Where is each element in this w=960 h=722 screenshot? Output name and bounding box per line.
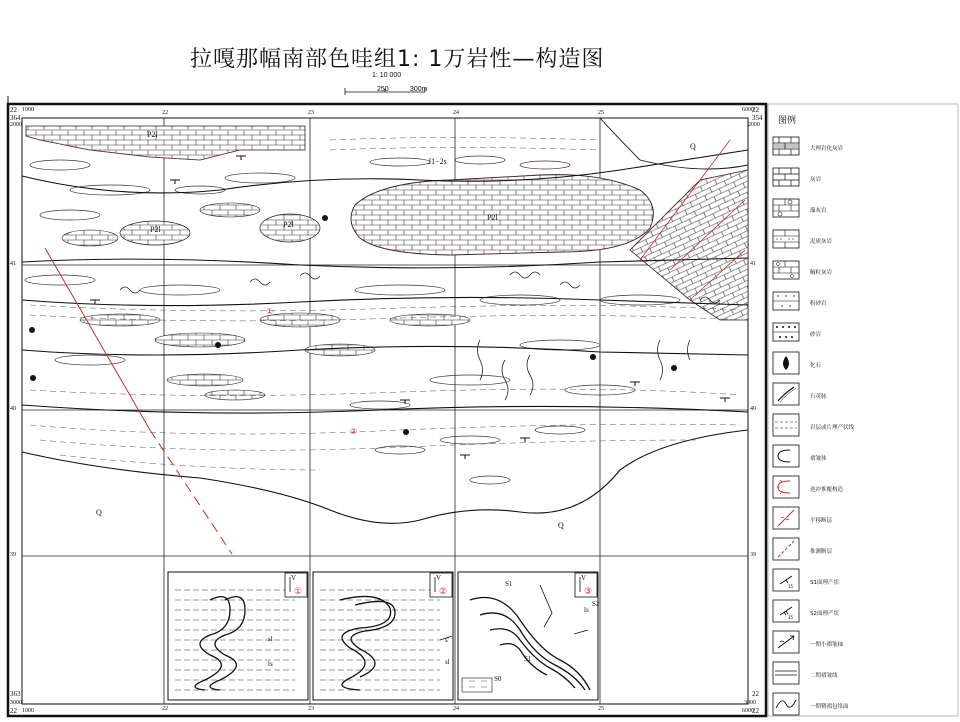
legend-label: 石英脉 <box>810 394 827 400</box>
tick-left-40: 40 <box>10 406 16 412</box>
corner-tl-d: 2000 <box>10 122 22 128</box>
scale-ratio: 1: 10 000 <box>372 72 402 79</box>
scale-bar <box>345 88 425 95</box>
legend-item-fossil <box>772 351 958 381</box>
tick-top-23: 23 <box>308 110 314 116</box>
unit-label-q-ne: Q <box>690 142 696 151</box>
inferred-fault <box>150 430 232 554</box>
legend-label: 大理岩化灰岩 <box>810 146 844 152</box>
inset-2-label-s: s' <box>445 636 449 644</box>
limestone-band-east <box>630 170 748 320</box>
legend-item-second-fold <box>772 661 958 691</box>
corner-bl-d: 1000 <box>22 708 34 714</box>
tick-top-24: 24 <box>453 110 459 116</box>
strike-slip-fault-icon <box>772 506 802 532</box>
svg-text:35: 35 <box>788 584 794 589</box>
corner-tl: 22 364 <box>10 106 21 122</box>
inset-1-label-sl: sl <box>268 635 273 643</box>
legend-item-strike-slip-fault <box>772 506 958 536</box>
legend-item-small-fold <box>772 630 958 660</box>
corner-br-c: 22 <box>752 707 759 715</box>
scale-mid-label: 250 <box>377 86 389 93</box>
inset-3-north: V <box>581 574 587 582</box>
unit-label-p2l-nw: P2l <box>147 130 158 139</box>
corner-tl-b: 1000 <box>22 107 34 113</box>
tick-bottom-24: 24 <box>453 706 459 712</box>
second-fold-icon <box>772 661 802 687</box>
unit-label-q-sw: Q <box>96 508 102 517</box>
tick-bottom-25: 25 <box>598 706 604 712</box>
tick-right-40: 40 <box>750 406 756 412</box>
limestone-block-p2l-nw <box>26 126 305 160</box>
legend-label: S1面理产状 <box>810 580 839 586</box>
corner-tr-b: 6000 <box>742 107 754 113</box>
inferred-fault-icon <box>772 537 802 563</box>
legend-item-siltstone <box>772 289 958 319</box>
legend-item-bioclastic-limestone <box>772 196 958 226</box>
early-sheath-fold-icon <box>772 692 802 718</box>
tick-top-22: 22 <box>162 110 168 116</box>
legend-item-inferred-fault <box>772 537 958 567</box>
strike-slip-fault <box>45 248 150 430</box>
marble-limestone-icon <box>772 134 802 160</box>
corner-br-a: 22 <box>752 690 759 698</box>
inset-2-north: V <box>436 574 442 582</box>
inset-3-label-s0: S0 <box>494 675 502 683</box>
tick-left-41: 41 <box>10 261 16 267</box>
inset-number-3: ③ <box>584 587 593 597</box>
corner-tr-d: 2000 <box>748 122 760 128</box>
svg-text:35: 35 <box>788 615 794 620</box>
legend-item-flexure <box>772 444 958 474</box>
zone-marker-1: ① <box>266 307 274 316</box>
unit-label-p2l-lens2: P2l <box>283 220 294 229</box>
quartz-vein-icon <box>772 382 802 408</box>
zone-marker-2: ② <box>350 427 358 436</box>
legend-item-limestone <box>772 165 958 195</box>
legend-item-sandstone <box>772 320 958 350</box>
corner-br-b: 3000 <box>744 700 756 706</box>
inset-3-label-ls: ls <box>584 606 589 614</box>
unit-label-p2l-center: P2l <box>487 213 498 222</box>
legend-label: 藻灰岩 <box>810 208 827 214</box>
bioclastic-limestone-icon <box>772 196 802 222</box>
fossil-icon <box>772 351 802 377</box>
legend-title: 图例 <box>778 116 797 126</box>
legend-label: S2面理产状 <box>810 611 839 617</box>
tick-left-39: 39 <box>10 552 16 558</box>
legend-item-oolitic-limestone <box>772 258 958 288</box>
inset-3-label-s2: S2 <box>592 600 600 608</box>
inset-panels <box>168 572 598 700</box>
inset-1-north: V <box>291 574 297 582</box>
small-fold-icon <box>772 630 802 656</box>
legend-item-muddy-limestone <box>772 227 958 257</box>
legend-item-early-sheath-fold <box>772 692 958 722</box>
scale-end-label: 300m <box>410 86 428 93</box>
unit-label-j12s: J1−2s <box>428 157 447 166</box>
inset-2-label-sl: sl <box>445 658 450 666</box>
legend-label: 鲕粒灰岩 <box>810 270 833 276</box>
tick-bottom-23: 23 <box>308 706 314 712</box>
sandstone-icon <box>772 320 802 346</box>
legend-item-lithologic-boundary <box>772 413 958 443</box>
legend-label: 泥质灰岩 <box>810 239 833 245</box>
legend-label: 化石 <box>810 363 822 369</box>
legend-item-s2-attitude <box>772 599 958 629</box>
unit-label-q-se: Q <box>558 521 564 530</box>
inset-1-label-ls: ls <box>268 660 273 668</box>
inset-number-2: ② <box>439 587 448 597</box>
tick-right-39: 39 <box>750 552 756 558</box>
legend-item-quartz-vein <box>772 382 958 412</box>
legend-label: 砂岩 <box>810 332 822 338</box>
legend-label: 岩层或片理产状线 <box>810 425 855 431</box>
legend-item-thrust-structure <box>772 475 958 505</box>
s1-attitude-icon <box>772 568 802 594</box>
thrust-structure-icon <box>772 475 802 501</box>
legend-label: 灰岩 <box>810 177 822 183</box>
corner-bl-b: 3000 <box>10 700 22 706</box>
corner-br-d: 6000 <box>742 708 754 714</box>
map-title: 拉嘎那幅南部色哇组1: 1万岩性—构造图 <box>190 47 605 72</box>
legend-label: 褶皱体 <box>810 456 827 462</box>
tick-right-41: 41 <box>750 261 756 267</box>
legend-label: 一期鞘褶包络面 <box>810 704 849 710</box>
inset-3-label-s1a: S1 <box>505 580 513 588</box>
inset-3-label-s1b: S1 <box>524 655 532 663</box>
corner-tr: 22 354 <box>752 106 763 122</box>
flexure-icon <box>772 444 802 470</box>
legend-label: 逆冲推覆构造 <box>810 487 844 493</box>
legend-label: 平移断层 <box>810 518 833 524</box>
legend-label: 一期小褶皱轴 <box>810 642 844 648</box>
tick-top-25: 25 <box>598 110 604 116</box>
muddy-limestone-icon <box>772 227 802 253</box>
legend-item-marble-limestone <box>772 134 958 164</box>
unit-label-p2l-lens1: P2l <box>150 225 161 234</box>
limestone-icon <box>772 165 802 191</box>
limestone-lens-p2l-center <box>351 175 653 255</box>
lithologic-boundary-icon <box>772 413 802 439</box>
legend-label: 二期褶皱线 <box>810 673 838 679</box>
legend <box>768 104 958 714</box>
s2-attitude-icon <box>772 599 802 625</box>
legend-item-s1-attitude <box>772 568 958 598</box>
corner-bl-c: 22 <box>10 707 17 715</box>
tick-bottom-22: 22 <box>162 706 168 712</box>
siltstone-icon <box>772 289 802 315</box>
corner-bl: 363 <box>10 690 21 698</box>
legend-label: 推测断层 <box>810 549 833 555</box>
inset-number-1: ① <box>294 587 303 597</box>
legend-label: 粉砂岩 <box>810 301 827 307</box>
oolitic-limestone-icon <box>772 258 802 284</box>
